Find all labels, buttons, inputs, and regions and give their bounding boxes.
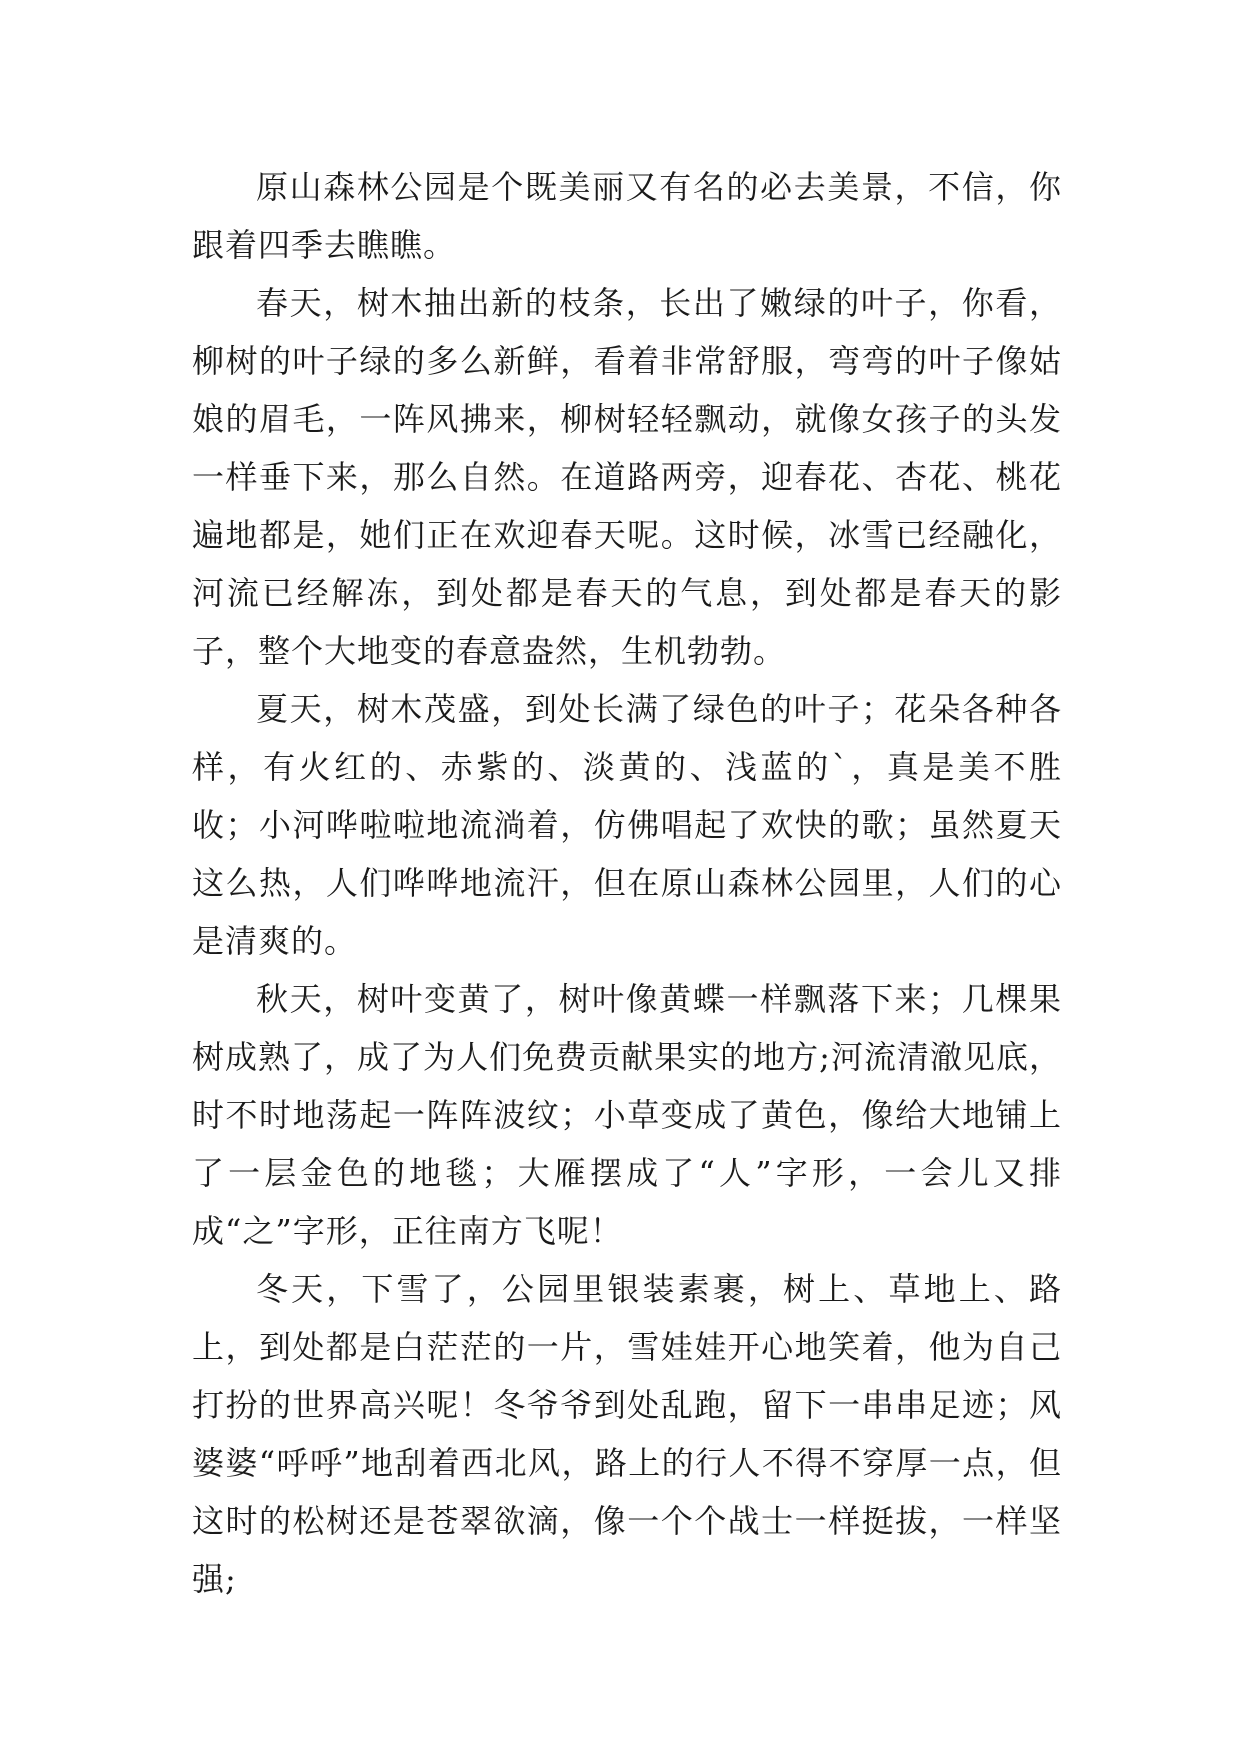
paragraph-summer: 夏天，树木茂盛，到处长满了绿色的叶子；花朵各种各样，有火红的、赤紫的、淡黄的、浅蓝的`，真是美不胜收；小河哗啦啦地流淌着，仿佛唱起了欢快的歌；虽然夏天这么热，人们哗哗地流汗，但在原山森林公园里，人们的心是清爽的。 bbox=[192, 690, 1062, 960]
paragraph-intro: 原山森林公园是个既美丽又有名的必去美景，不信，你跟着四季去瞧瞧。 bbox=[192, 168, 1062, 264]
paragraph-winter: 冬天，下雪了，公园里银装素裹，树上、草地上、路上，到处都是白茫茫的一片，雪娃娃开心地笑着，他为自己打扮的世界高兴呢！冬爷爷到处乱跑，留下一串串足迹；风婆婆“呼呼”地刮着西北风，路上的行人不得不穿厚一点，但这时的松树还是苍翠欲滴，像一个个战士一样挺拔，一样坚强; bbox=[192, 1270, 1062, 1598]
paragraph-autumn: 秋天，树叶变黄了，树叶像黄蝶一样飘落下来；几棵果树成熟了，成了为人们免费贡献果实的地方;河流清澈见底，时不时地荡起一阵阵波纹；小草变成了黄色，像给大地铺上了一层金色的地毯；大雁摆成了“人”字形，一会儿又排成“之”字形，正往南方飞呢！ bbox=[192, 980, 1062, 1250]
paragraph-spring: 春天，树木抽出新的枝条，长出了嫩绿的叶子，你看，柳树的叶子绿的多么新鲜，看着非常舒服，弯弯的叶子像姑娘的眉毛，一阵风拂来，柳树轻轻飘动，就像女孩子的头发一样垂下来，那么自然。在道路两旁，迎春花、杏花、桃花遍地都是，她们正在欢迎春天呢。这时候，冰雪已经融化，河流已经解冻，到处都是春天的气息，到处都是春天的影子，整个大地变的春意盎然，生机勃勃。 bbox=[192, 284, 1062, 670]
document-body bbox=[192, 158, 1062, 1608]
